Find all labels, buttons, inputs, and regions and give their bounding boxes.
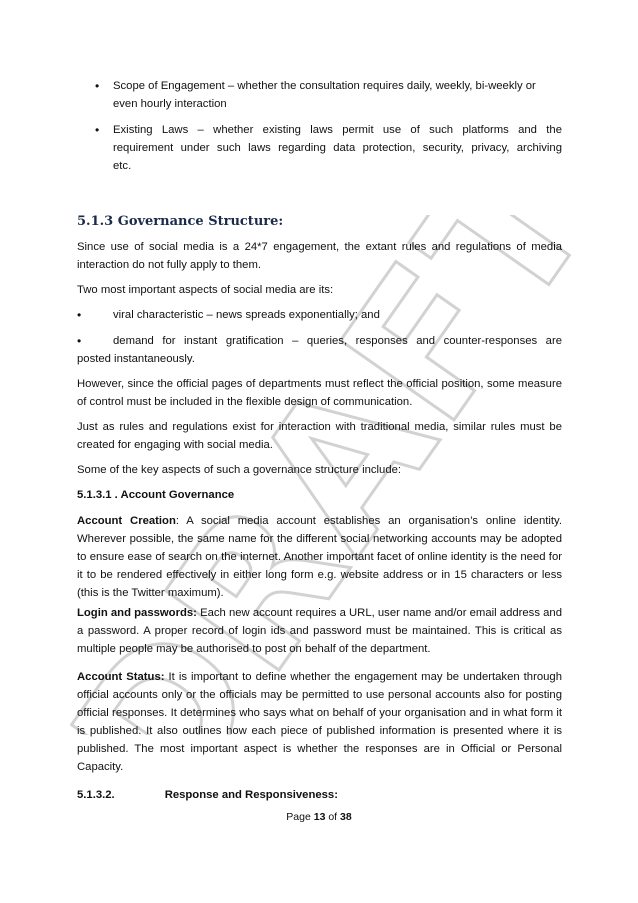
scope-bullet-line2: even hourly interaction xyxy=(113,98,227,110)
account-creation-label: Account Creation xyxy=(77,515,176,527)
section-heading: 5.1.3 Governance Structure: xyxy=(77,214,284,229)
paragraph-rules: Just as rules and regulations exist for interaction with traditional media, similar rules must be created for engaging with social media. xyxy=(77,421,562,451)
aspect-instant-line2: posted instantaneously. xyxy=(77,353,195,365)
subsection-account-governance: 5.1.3.1 . Account Governance xyxy=(77,489,235,501)
page-number-total: 38 xyxy=(340,811,352,823)
paragraph-official-position: However, since the official pages of departments must reflect the official position, some measure of control must be included in the flexible design of communication. xyxy=(77,378,562,408)
scope-bullet-line1: Scope of Engagement – whether the consultation requires daily, weekly, bi-weekly or xyxy=(113,80,536,92)
aspect-instant-line1: demand for instant gratification – queries, responses and counter-responses are xyxy=(113,335,562,347)
bullet-marker: • xyxy=(95,123,100,137)
laws-bullet-line1: Existing Laws – whether existing laws permit use of such platforms and the xyxy=(113,124,562,136)
paragraph-key-aspects: Some of the key aspects of such a governance structure include: xyxy=(77,464,402,476)
paragraph-account-status: Account Status: It is important to define whether the engagement may be undertaken through official accounts only or the officials may be permitted to use personal accounts also for posting official responses. It determines who says what on behalf of your organisation and in what form it is published. It also outlines how each piece of published information is presented where it is published. The most important aspect is whether the responses are in Official or Personal Capacity. xyxy=(77,671,562,773)
subsection-response: 5.1.3.2. Response and Responsiveness: xyxy=(77,789,338,801)
paragraph-login-passwords: Login and passwords: Each new account requires a URL, user name and/or email address and a password. A proper record of login ids and password must be maintained. This is critical as multiple people may be authorised to post on behalf of the department. xyxy=(77,607,562,655)
watermark-text: DRAFT xyxy=(70,215,590,735)
bullet-marker: • xyxy=(77,334,82,348)
status-label: Account Status: xyxy=(77,671,165,683)
page-footer: Page 13 of 38 xyxy=(286,811,352,823)
bullet-marker: • xyxy=(77,308,82,322)
bullet-marker: • xyxy=(95,79,100,93)
paragraph-social-media-24x7: Since use of social media is a 24*7 engagement, the extant rules and regulations of media interaction do not fully apply to them. xyxy=(77,241,562,271)
paragraph-account-creation: Account Creation: A social media account establishes an organisation’s online identity. Wherever possible, the same name for the different social networking accounts may be adopted to ensure ease of search on the internet. Another important facet of online identity is the need for it to be rendered effectively in either long form e.g. website address or in 15 characters or less (this is the Twitter maximum). xyxy=(77,515,562,599)
login-label: Login and passwords: xyxy=(77,607,197,619)
laws-bullet-line3: etc. xyxy=(113,160,132,172)
aspect-viral: viral characteristic – news spreads exponentially; and xyxy=(113,309,380,321)
page-number-current: 13 xyxy=(313,811,326,823)
laws-bullet-line2: requirement under such laws regarding data protection, security, privacy, archiving xyxy=(113,142,562,154)
paragraph-two-aspects: Two most important aspects of social media are its: xyxy=(77,284,334,296)
